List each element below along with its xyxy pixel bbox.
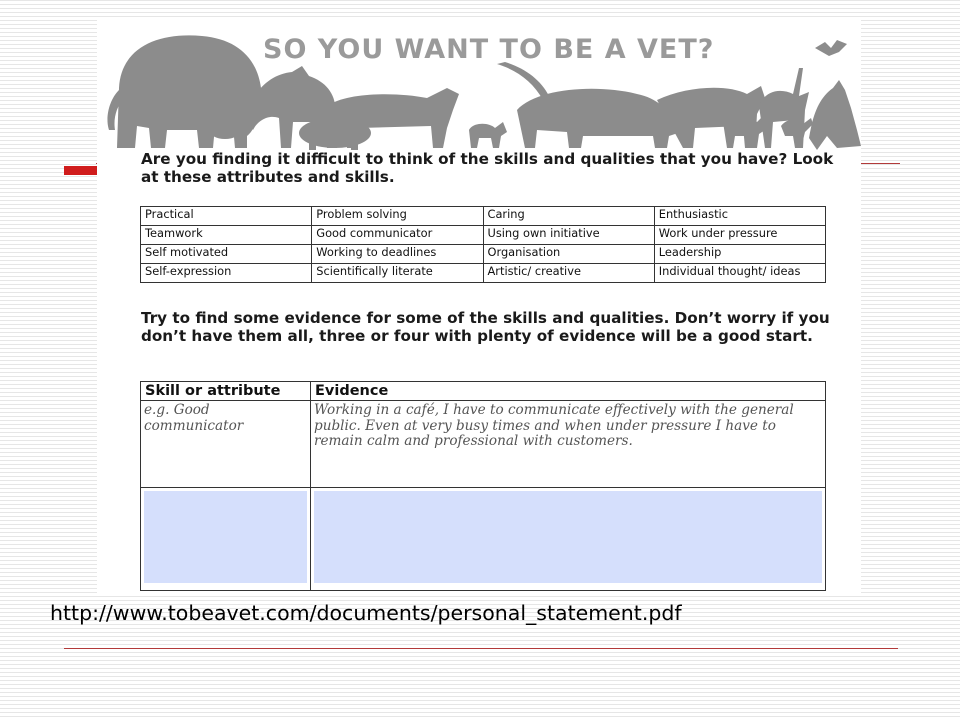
skill-cell: Practical: [141, 207, 312, 226]
table-row: [141, 226, 826, 245]
evidence-input-cell[interactable]: [311, 488, 826, 591]
skill-cell: Working to deadlines: [312, 245, 483, 264]
source-url: http://www.tobeavet.com/documents/personal_statement.pdf: [50, 601, 682, 625]
skill-cell: Individual thought/ ideas: [654, 264, 825, 283]
example-skill-cell: e.g. Good communicator: [141, 401, 311, 488]
skills-table: [140, 206, 826, 283]
column-header-skill: Skill or attribute: [141, 382, 311, 401]
table-row: [141, 264, 826, 283]
skill-cell: Organisation: [483, 245, 654, 264]
skill-cell: Self motivated: [141, 245, 312, 264]
table-row: [141, 207, 826, 226]
slide-bottom-rule: [64, 648, 898, 649]
skill-cell: Work under pressure: [654, 226, 825, 245]
table-header-row: [141, 382, 826, 401]
table-row: [141, 245, 826, 264]
skill-cell: Leadership: [654, 245, 825, 264]
skill-input-cell[interactable]: [141, 488, 311, 591]
table-row: [141, 401, 826, 488]
document-title: SO YOU WANT TO BE A VET?: [263, 34, 715, 65]
skill-cell: Self-expression: [141, 264, 312, 283]
skill-cell: Artistic/ creative: [483, 264, 654, 283]
document-screenshot: [97, 18, 861, 595]
evidence-table: [140, 381, 826, 591]
intro-paragraph: Are you finding it difficult to think of the skills and qualities that you have? Look at these attributes and skills.: [141, 150, 834, 186]
skill-cell: Caring: [483, 207, 654, 226]
skill-cell: Problem solving: [312, 207, 483, 226]
skill-form-field[interactable]: [144, 491, 307, 583]
skill-cell: Using own initiative: [483, 226, 654, 245]
column-header-evidence: Evidence: [311, 382, 826, 401]
example-evidence-cell: Working in a café, I have to communicate effectively with the general public. Even at very busy times and when under pressure I have to remain calm and professional with customers.: [311, 401, 826, 488]
evidence-prompt: Try to find some evidence for some of the skills and qualities. Don’t worry if you don’t have them all, three or four with plenty of evidence will be a good start.: [141, 309, 830, 345]
skill-cell: Enthusiastic: [654, 207, 825, 226]
skill-cell: Good communicator: [312, 226, 483, 245]
skill-cell: Scientifically literate: [312, 264, 483, 283]
evidence-form-field[interactable]: [314, 491, 822, 583]
table-row: [141, 488, 826, 591]
skill-cell: Teamwork: [141, 226, 312, 245]
